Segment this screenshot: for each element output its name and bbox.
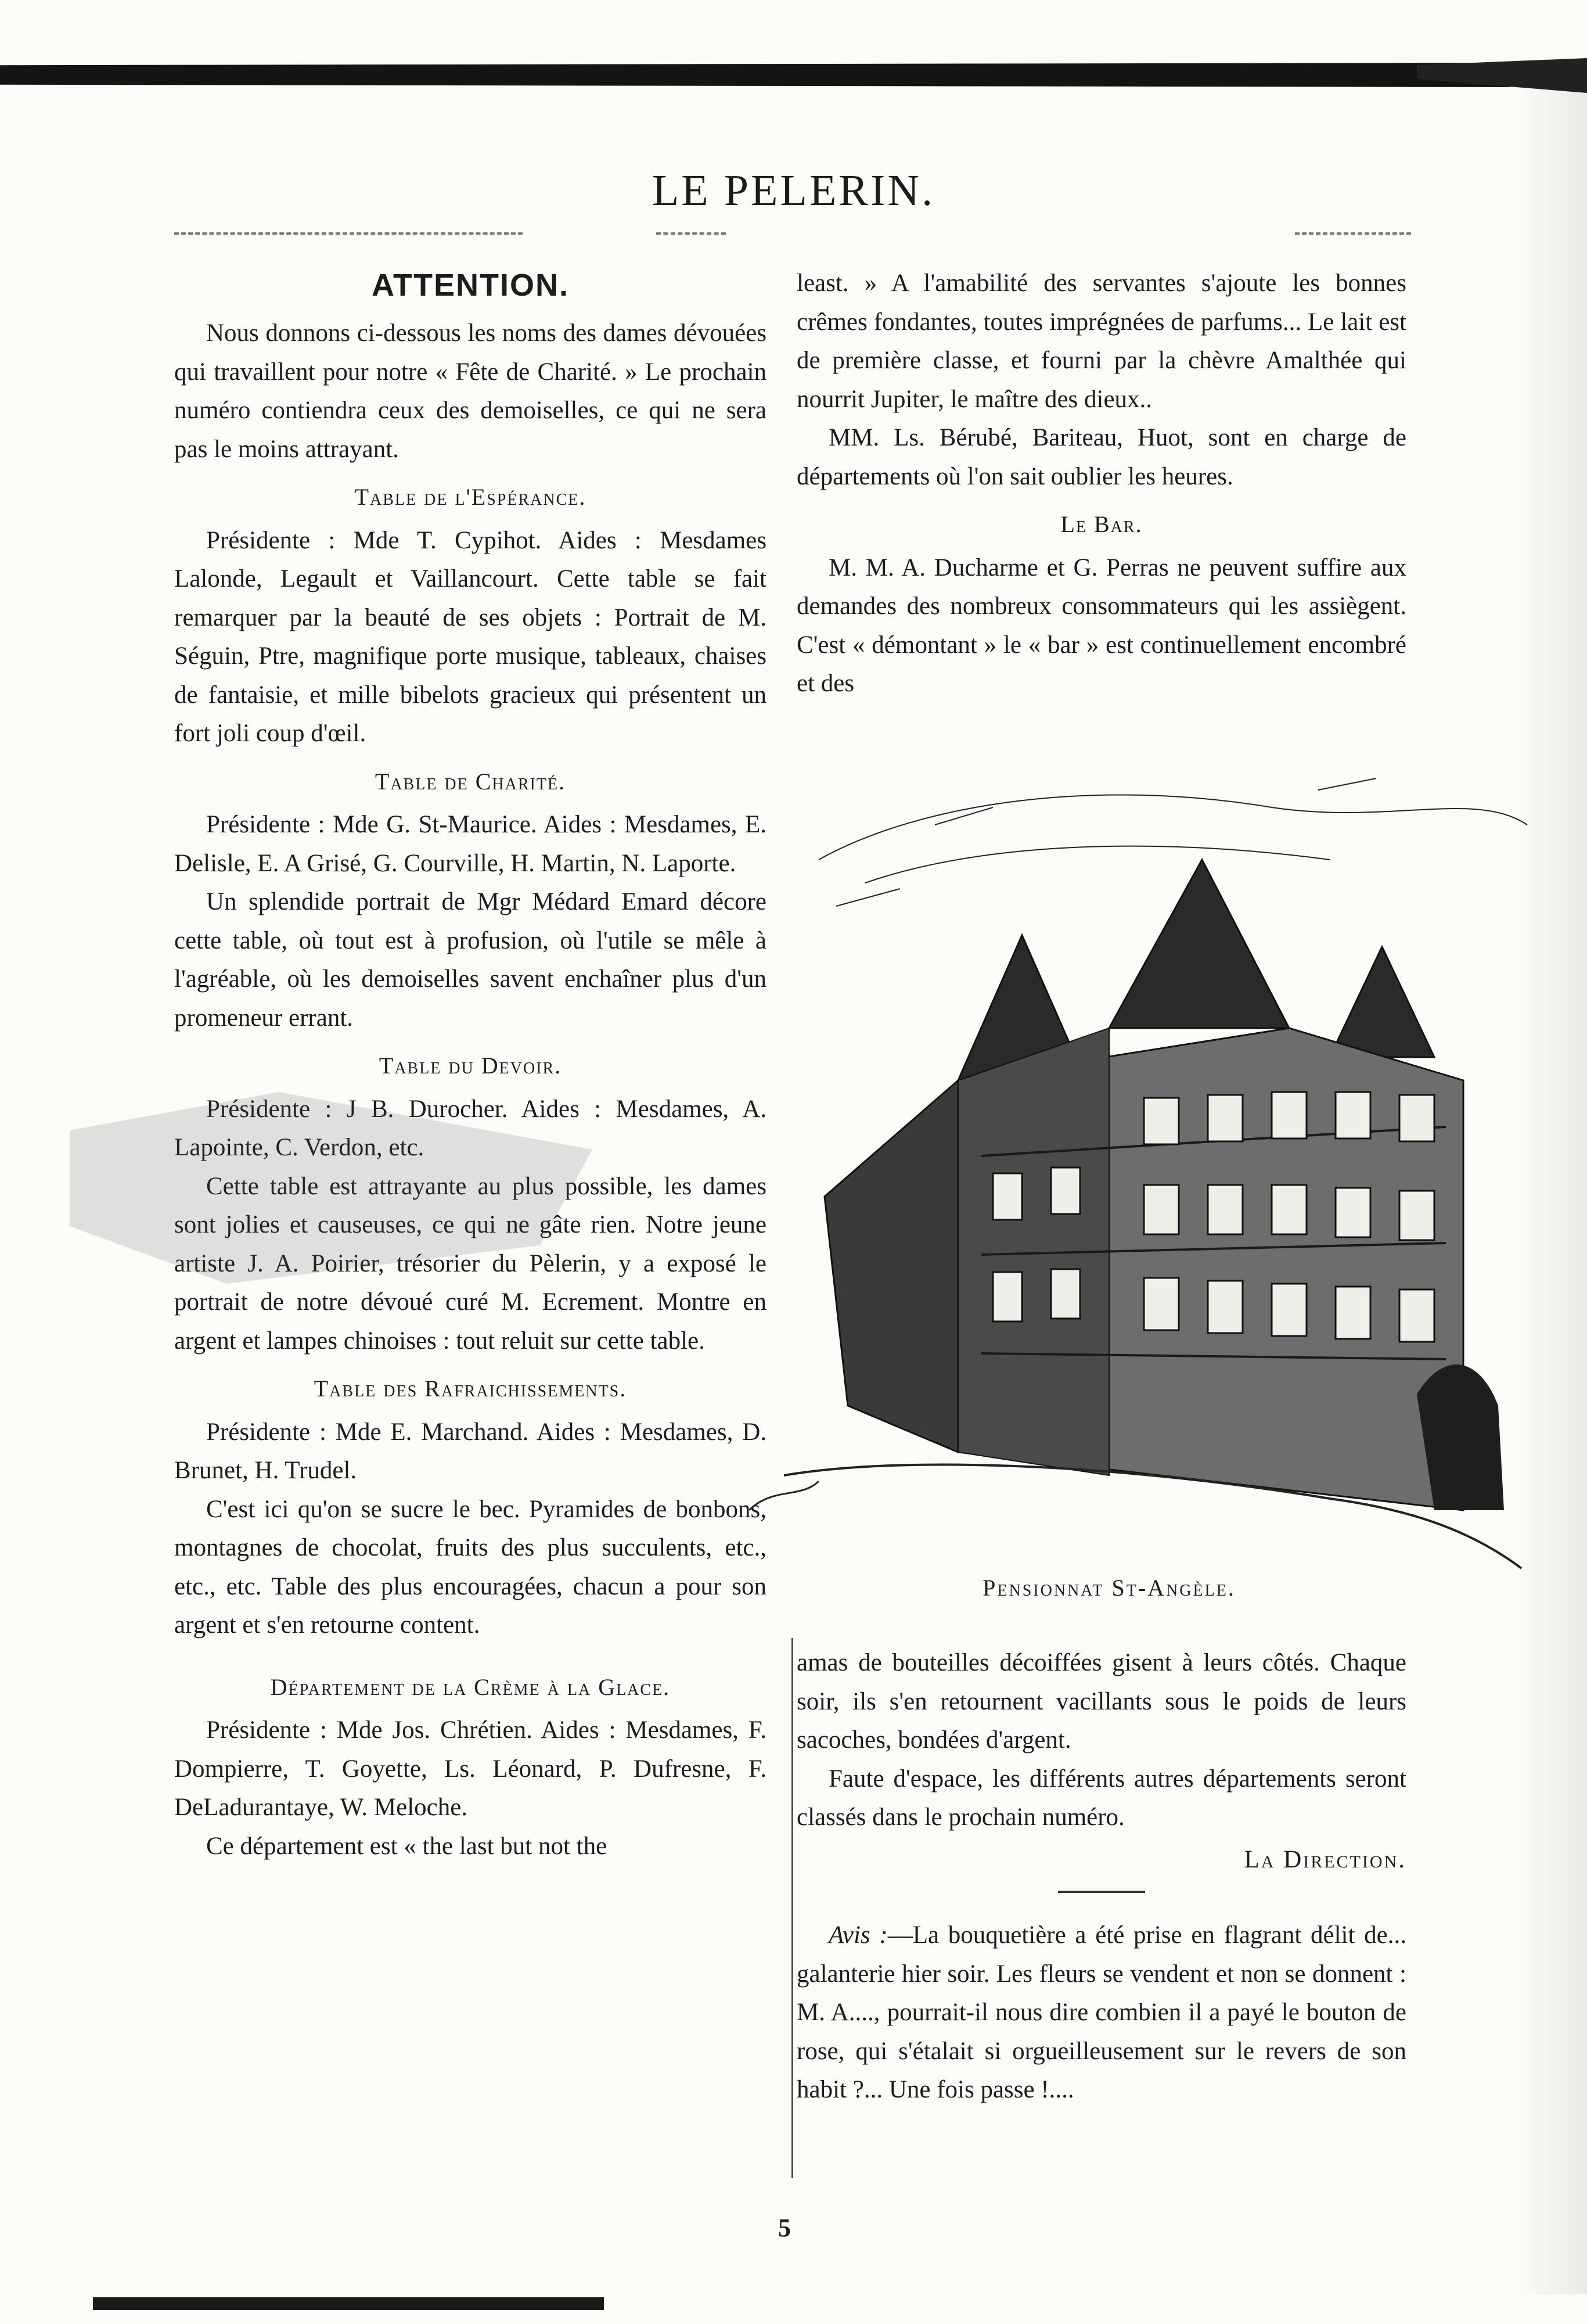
header-rule-center bbox=[656, 232, 726, 235]
header-rule-left bbox=[174, 232, 523, 235]
bar-paragraph-2: amas de bouteilles décoiffées gisent à leurs côtés. Chaque soir, ils s'en retournent vacillants sous le poids de leurs sacoches, bondées d'argent. bbox=[797, 1649, 1406, 1754]
avis-label: Avis : bbox=[829, 1921, 888, 1949]
section-heading-creme: Département de la Crème à la Glace. bbox=[270, 1673, 671, 1700]
intro-paragraph: Nous donnons ci-dessous les noms des dames dévouées qui travaillent pour notre « Fête de Charité. » Le prochain numéro contiendra ceux des demoiselles, ce qui ne sera pas le moins attrayant. bbox=[174, 319, 766, 463]
section-heading-esperance: Table de l'Espérance. bbox=[354, 484, 586, 510]
scan-top-edge bbox=[0, 63, 1510, 87]
bar-paragraph-1: M. M. A. Ducharme et G. Perras ne peuvent suffire aux demandes des nombreux consommateurs qui les assiègent. C'est « démontant » le « bar » est continuellement encombré et des bbox=[797, 554, 1406, 697]
charite-paragraph-2: Un splendide portrait de Mgr Médard Emard décore cette table, où tout est à profusion, où l'utile se mêle à l'agréable, où les demoiselles savent enchaîner plus d'un promeneur errant. bbox=[174, 888, 766, 1032]
right-column-top bbox=[797, 264, 1406, 703]
rafraichissements-paragraph-2: C'est ici qu'on se sucre le bec. Pyramides de bonbons, montagnes de chocolat, fruits des plus succulents, etc., etc., etc. Table des plus encouragées, chacun a pour son argent et s'en retourne content. bbox=[174, 1495, 766, 1639]
illustration-caption: Pensionnat St-Angèle. bbox=[983, 1575, 1236, 1601]
right-column-bottom bbox=[797, 1644, 1406, 2110]
building-engraving bbox=[749, 755, 1545, 1580]
signature: La Direction. bbox=[1244, 1845, 1406, 1873]
section-heading-bar: Le Bar. bbox=[1060, 511, 1143, 537]
faute-paragraph: Faute d'espace, les différents autres départements seront classés dans le prochain numéro. bbox=[797, 1765, 1406, 1831]
header-rule-right bbox=[1295, 232, 1411, 235]
esperance-paragraph: Présidente : Mde T. Cypihot. Aides : Mesdames Lalonde, Legault et Vaillancourt. Cette table se fait remarquer par la beauté de ses objets : Portrait de M. Séguin, Ptre, magnifique porte musique, tableaux, chaises de fantaisie, et mille bibelots gracieux qui présentent un fort joli coup d'œil. bbox=[174, 526, 766, 747]
creme-paragraph-2: Ce département est « the last but not the bbox=[206, 1832, 607, 1860]
avis-paragraph: —La bouquetière a été prise en flagrant délit de... galanterie hier soir. Les fleurs se vendent et non se donnent : M. A...., pourrait-il nous dire combien il a payé le bouton de rose, qui s'étalait si orgueilleusement sur le revers de son habit ?... Une fois passe !.... bbox=[797, 1921, 1406, 2103]
page-number: 5 bbox=[778, 2214, 791, 2242]
scan-bottom-edge bbox=[93, 2297, 604, 2310]
rafraichissements-paragraph-1: Présidente : Mde E. Marchand. Aides : Mesdames, D. Brunet, H. Trudel. bbox=[174, 1418, 766, 1484]
column-divider bbox=[791, 1638, 793, 2178]
creme-paragraph-1: Présidente : Mde Jos. Chrétien. Aides : Mesdames, F. Dompierre, T. Goyette, Ls. Léonard, P. Dufresne, F. DeLadurantaye, W. Meloche. bbox=[174, 1716, 766, 1821]
mm-paragraph: MM. Ls. Bérubé, Bariteau, Huot, sont en charge de départements où l'on sait oublier les heures. bbox=[797, 424, 1406, 490]
section-heading-charite: Table de Charité. bbox=[375, 768, 566, 795]
devoir-paragraph-2: Cette table est attrayante au plus possible, les dames sont jolies et causeuses, ce qui ne gâte rien. Notre jeune artiste J. A. Poirier, trésorier du Pèlerin, y a exposé le portrait de notre dévoué curé M. Ecrement. Montre en argent et lampes chinoises : tout reluit sur cette table. bbox=[174, 1172, 766, 1355]
section-heading-devoir: Table du Devoir. bbox=[379, 1053, 562, 1079]
left-column bbox=[174, 264, 766, 1866]
section-rule bbox=[1058, 1891, 1145, 1893]
article-title: ATTENTION. bbox=[372, 268, 569, 303]
charite-paragraph-1: Présidente : Mde G. St-Maurice. Aides : Mesdames, E. Delisle, E. A Grisé, G. Courville, H. Martin, N. Laporte. bbox=[174, 811, 766, 877]
running-title: LE PELERIN. bbox=[652, 166, 935, 215]
devoir-paragraph-1: Présidente : J B. Durocher. Aides : Mesdames, A. Lapointe, C. Verdon, etc. bbox=[174, 1095, 766, 1161]
section-heading-rafraichissements: Table des Rafraichissements. bbox=[314, 1375, 627, 1402]
creme-continuation-paragraph: least. » A l'amabilité des servantes s'ajoute les bonnes crêmes fondantes, toutes imprégnées de parfums... Le lait est de première classe, et fourni par la chèvre Amalthée qui nourrit Jupiter, le maître des dieux.. bbox=[797, 270, 1406, 413]
